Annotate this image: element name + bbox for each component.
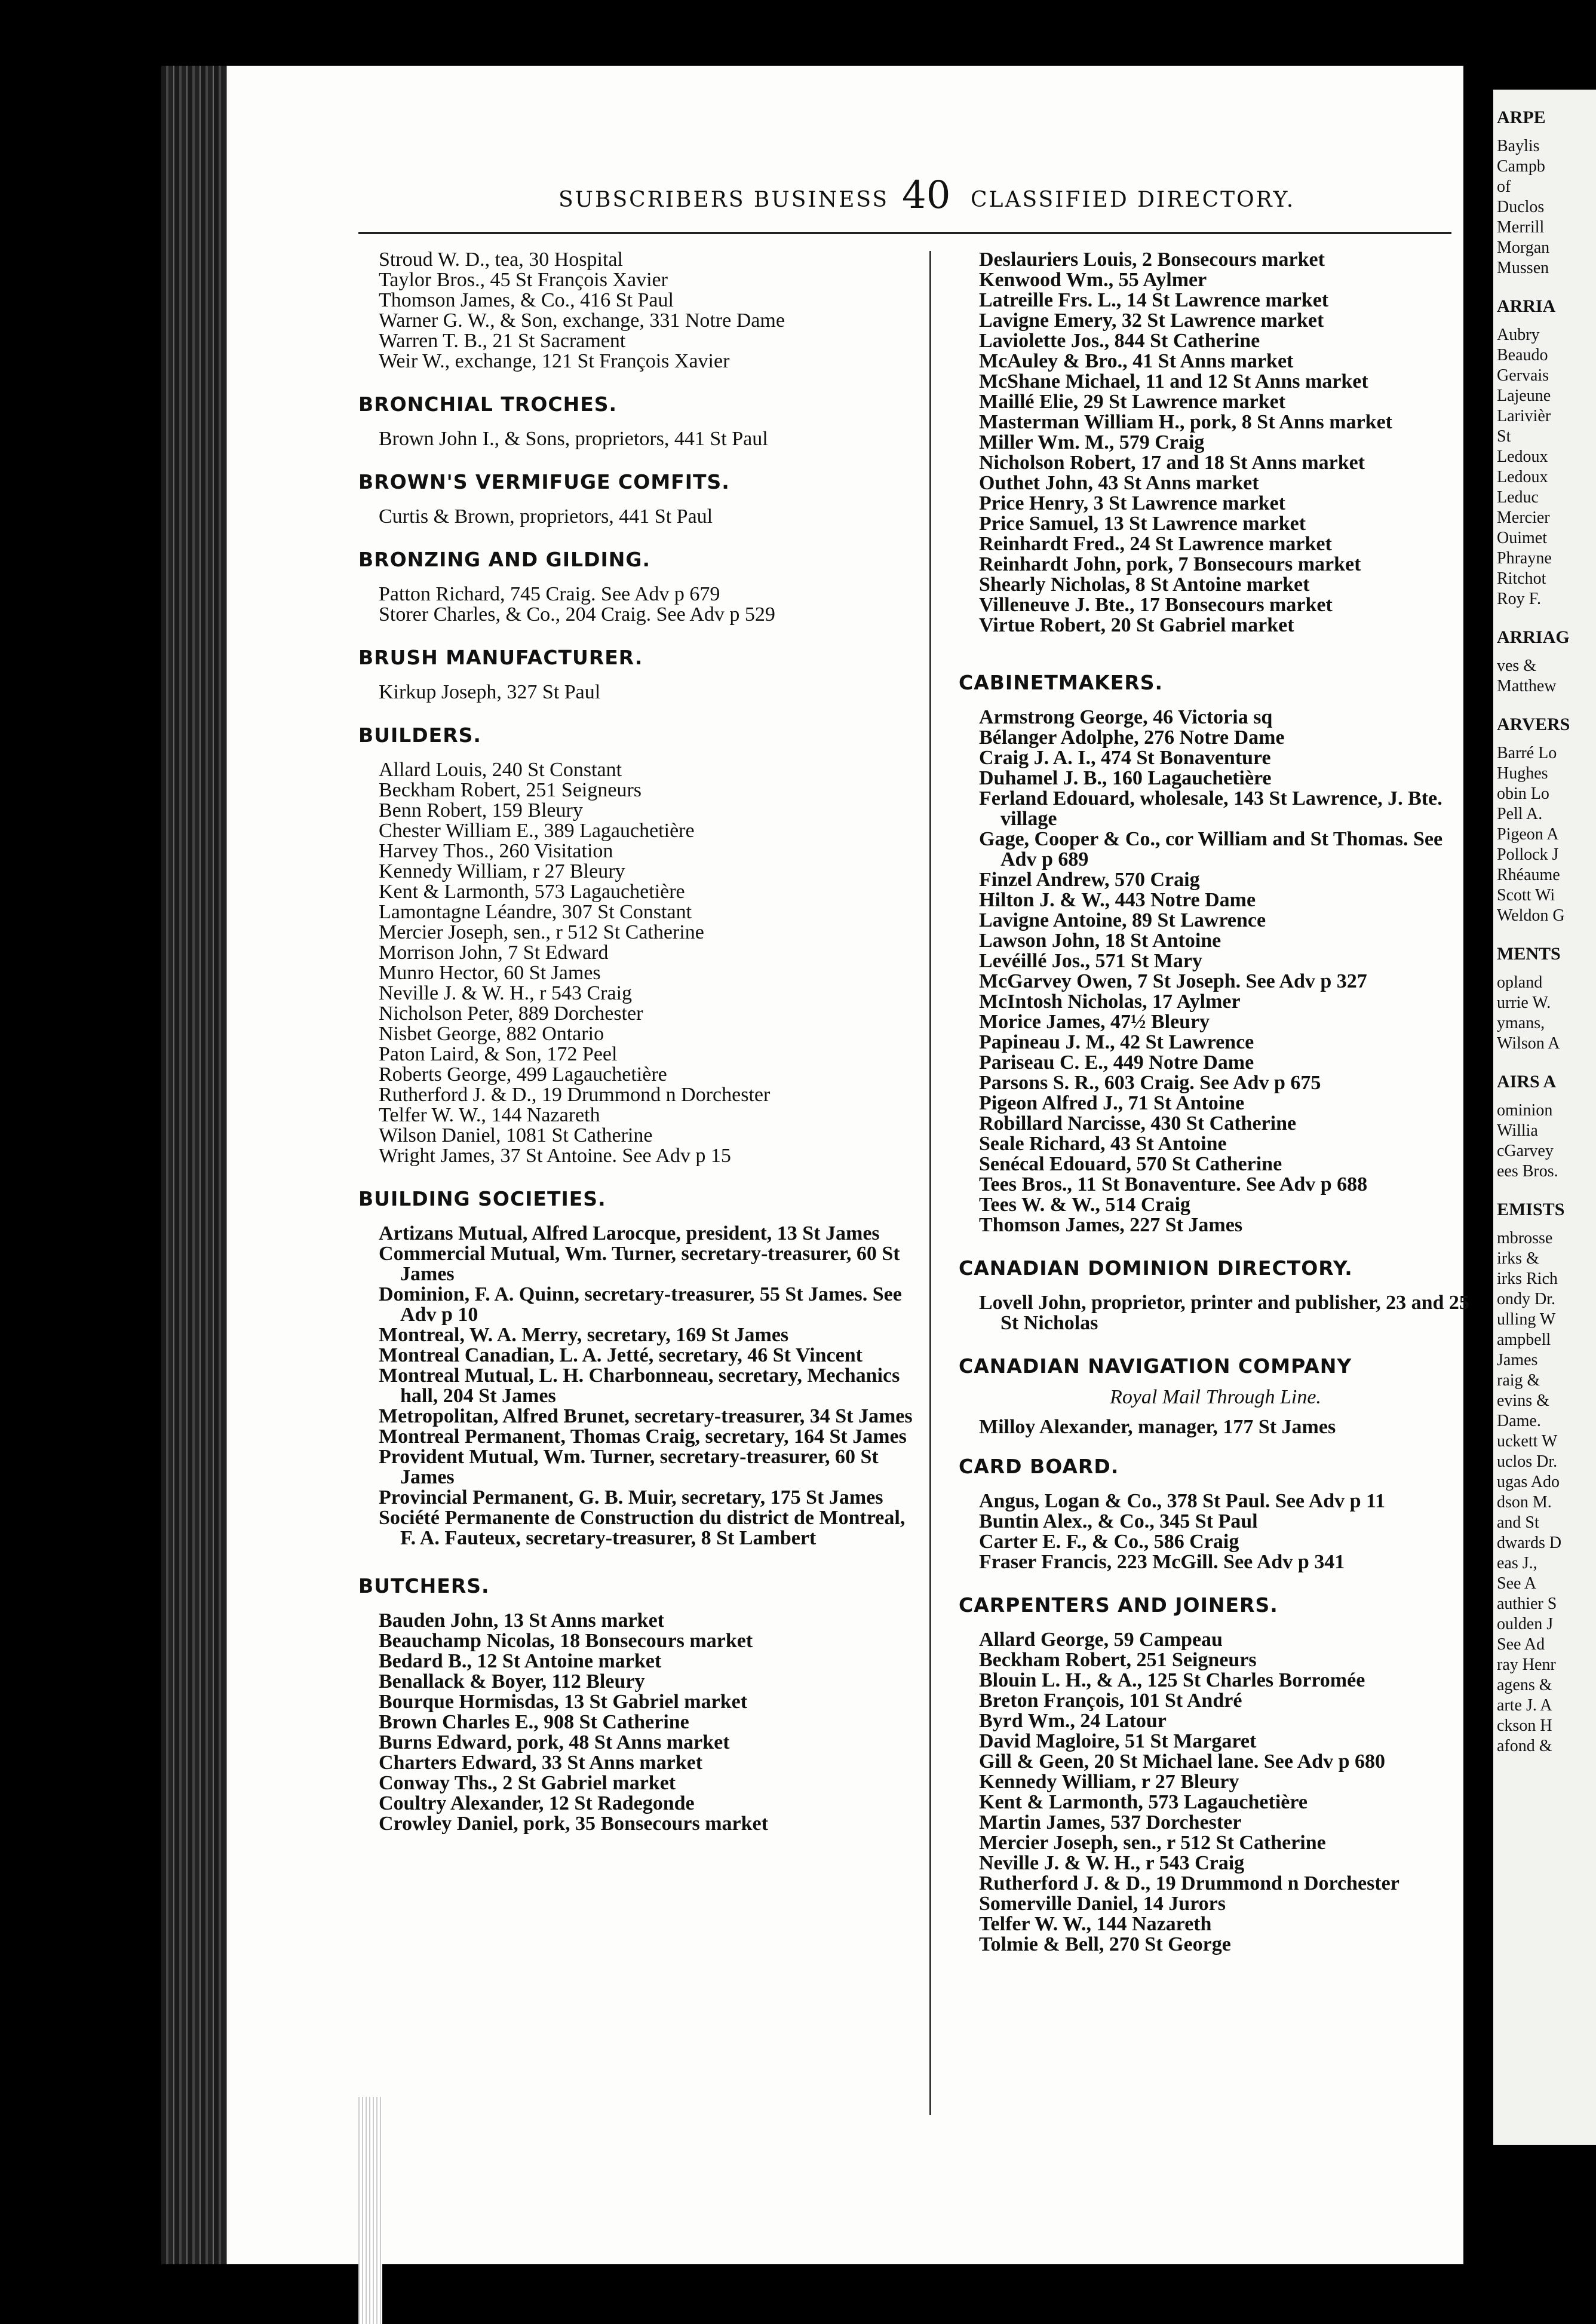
next-page-line-fragment: ulling W [1497, 1310, 1556, 1329]
directory-entry: Beckham Robert, 251 Seigneurs [979, 1649, 1257, 1671]
directory-entry: Price Henry, 3 St Lawrence market [979, 492, 1286, 514]
page-edges [358, 2097, 382, 2324]
directory-entry: Kennedy William, r 27 Bleury [979, 1771, 1239, 1793]
directory-entry: McGarvey Owen, 7 St Joseph. See Adv p 327 [979, 970, 1367, 992]
next-page-line-fragment: Weldon G [1497, 906, 1565, 925]
next-page-heading-fragment: ARRIAG [1497, 627, 1570, 647]
directory-entry: Provincial Permanent, G. B. Muir, secretary, 175 St James [379, 1486, 883, 1509]
directory-entry: Thomson James, & Co., 416 St Paul [379, 289, 674, 311]
directory-entry: Masterman William H., pork, 8 St Anns market [979, 411, 1392, 433]
left-column [358, 250, 920, 1841]
next-page-line-fragment: ampbell [1497, 1330, 1551, 1349]
directory-entry: Bauden John, 13 St Anns market [379, 1609, 665, 1632]
next-page-line-fragment: dwards D [1497, 1534, 1562, 1552]
directory-entry: Buntin Alex., & Co., 345 St Paul [979, 1510, 1258, 1532]
next-page-heading-fragment: AIRS A [1497, 1072, 1557, 1092]
directory-entry: Lawson John, 18 St Antoine [979, 930, 1221, 952]
next-page-line-fragment: raig & [1497, 1371, 1540, 1390]
next-page-line-fragment: irks Rich [1497, 1270, 1558, 1288]
next-page-line-fragment: ugas Ado [1497, 1473, 1560, 1491]
directory-entry: Senécal Edouard, 570 St Catherine [979, 1153, 1282, 1175]
directory-entry: Neville J. & W. H., r 543 Craig [979, 1852, 1245, 1874]
directory-entry: Latreille Frs. L., 14 St Lawrence market [979, 289, 1329, 311]
directory-entry: McIntosh Nicholas, 17 Aylmer [979, 991, 1241, 1013]
section-heading: BUILDING SOCIETIES. [358, 1187, 606, 1210]
section-heading: BROWN'S VERMIFUGE COMFITS. [358, 470, 730, 493]
directory-entry: Tees Bros., 11 St Bonaventure. See Adv p 688 [979, 1173, 1368, 1195]
directory-entry: Shearly Nicholas, 8 St Antoine market [979, 574, 1310, 596]
directory-entry: Allard Louis, 240 St Constant [379, 759, 622, 781]
directory-entry: McShane Michael, 11 and 12 St Anns market [979, 370, 1368, 393]
directory-entry: Bélanger Adolphe, 276 Notre Dame [979, 726, 1285, 749]
right-column [959, 250, 1472, 1962]
directory-entry: Telfer W. W., 144 Nazareth [379, 1104, 600, 1126]
directory-entry: Duhamel J. B., 160 Lagauchetière [979, 767, 1272, 789]
directory-entry: Kent & Larmonth, 573 Lagauchetière [379, 881, 685, 903]
next-page-line-fragment: uclos Dr. [1497, 1452, 1558, 1471]
directory-entry: Hilton J. & W., 443 Notre Dame [979, 889, 1256, 911]
directory-entry: Virtue Robert, 20 St Gabriel market [979, 614, 1294, 636]
next-page-line-fragment: Barré Lo [1497, 744, 1557, 762]
section-card-board [959, 1455, 1472, 1572]
next-page-heading-fragment: EMISTS [1497, 1200, 1565, 1219]
directory-entry: Neville J. & W. H., r 543 Craig [379, 982, 633, 1004]
directory-entry: Price Samuel, 13 St Lawrence market [979, 513, 1306, 535]
directory-entry: Nicholson Peter, 889 Dorchester [379, 1002, 643, 1025]
column-divider [929, 251, 931, 2115]
directory-entry: Lovell John, proprietor, printer and publisher, 23 and 25 St Nicholas [979, 1292, 1469, 1334]
directory-entry: Burns Edward, pork, 48 St Anns market [379, 1731, 730, 1753]
directory-entry: Chester William E., 389 Lagauchetière [379, 820, 695, 842]
directory-entry: Morice James, 47½ Bleury [979, 1011, 1210, 1033]
directory-entry: Thomson James, 227 St James [979, 1214, 1243, 1236]
directory-entry: Taylor Bros., 45 St François Xavier [379, 269, 668, 291]
directory-entry: Montreal Mutual, L. H. Charbonneau, secretary, Mechanics hall, 204 St James [379, 1365, 900, 1407]
directory-entry: Morrison John, 7 St Edward [379, 942, 609, 964]
next-page-line-fragment: uckett W [1497, 1432, 1558, 1451]
next-page-line-fragment: Merrill [1497, 218, 1545, 237]
directory-entry: Crowley Daniel, pork, 35 Bonsecours market [379, 1813, 768, 1835]
directory-entry: McAuley & Bro., 41 St Anns market [979, 350, 1294, 372]
next-page-line-fragment: urrie W. [1497, 994, 1551, 1012]
next-page-line-fragment: Mussen [1497, 259, 1549, 277]
next-page-line-fragment: cGarvey [1497, 1142, 1554, 1160]
header-left: SUBSCRIBERS BUSINESS [558, 188, 889, 212]
next-page-line-fragment: James [1497, 1351, 1538, 1369]
section-brown-s-vermifuge-comfits [358, 471, 920, 527]
next-page-line-fragment: ymans, [1497, 1014, 1545, 1032]
directory-entry: Craig J. A. I., 474 St Bonaventure [979, 747, 1271, 769]
directory-entry: Rutherford J. & D., 19 Drummond n Dorchester [379, 1084, 771, 1106]
section-building-societies [358, 1188, 920, 1549]
directory-entry: Finzel Andrew, 570 Craig [979, 869, 1200, 891]
directory-entry: Telfer W. W., 144 Nazareth [979, 1913, 1212, 1935]
next-page-line-fragment: Ritchot [1497, 569, 1546, 588]
directory-entry: Tees W. & W., 514 Craig [979, 1194, 1190, 1216]
next-page-line-fragment: Beaudo [1497, 346, 1548, 364]
directory-entry: Bedard B., 12 St Antoine market [379, 1650, 662, 1672]
section-builders [358, 724, 920, 1166]
directory-entry: Warner G. W., & Son, exchange, 331 Notre Dame [379, 309, 785, 332]
directory-entry: Storer Charles, & Co., 204 Craig. See Adv p 529 [379, 603, 775, 626]
directory-entry: Reinhardt John, pork, 7 Bonsecours market [979, 553, 1361, 575]
next-page-line-fragment: Larivièr [1497, 407, 1551, 425]
next-page-heading-fragment: ARRIA [1497, 296, 1556, 316]
directory-entry: Wilson Daniel, 1081 St Catherine [379, 1124, 653, 1146]
section-butchers [358, 1575, 920, 1834]
section-bronchial-troches [358, 393, 920, 449]
directory-entry: Weir W., exchange, 121 St François Xavier [379, 350, 730, 372]
directory-entry: Lavigne Antoine, 89 St Lawrence [979, 909, 1266, 931]
next-page-heading-fragment: MENTS [1497, 944, 1561, 964]
next-page-line-fragment: Pigeon A [1497, 825, 1559, 844]
next-page-line-fragment: Ledoux [1497, 468, 1548, 486]
next-page-line-fragment: obin Lo [1497, 784, 1549, 803]
next-page-line-fragment: Leduc [1497, 488, 1539, 507]
header-right: CLASSIFIED DIRECTORY. [971, 188, 1296, 212]
directory-entry: Papineau J. M., 42 St Lawrence [979, 1031, 1254, 1053]
directory-entry: Rutherford J. & D., 19 Drummond n Dorchester [979, 1872, 1399, 1894]
next-page-line-fragment: afond & [1497, 1737, 1552, 1755]
directory-entry: Miller Wm. M., 579 Craig [979, 431, 1205, 453]
directory-entry: Lamontagne Léandre, 307 St Constant [379, 901, 692, 923]
next-page-line-fragment: Pell A. [1497, 805, 1543, 823]
directory-entry: Levéillé Jos., 571 St Mary [979, 950, 1202, 972]
directory-entry: Parsons S. R., 603 Craig. See Adv p 675 [979, 1072, 1321, 1094]
page-number: 40 [902, 173, 951, 217]
directory-entry: Laviolette Jos., 844 St Catherine [979, 330, 1260, 352]
next-page-line-fragment: Hughes [1497, 764, 1548, 783]
directory-entry: Kennedy William, r 27 Bleury [379, 860, 625, 882]
directory-entry: Mercier Joseph, sen., r 512 St Catherine [979, 1832, 1326, 1854]
directory-entry: Lavigne Emery, 32 St Lawrence market [979, 309, 1324, 332]
directory-entry: Société Permanente de Construction du district de Montreal, F. A. Fauteux, secretary-treasurer, 8 St Lambert [379, 1507, 906, 1549]
next-page-line-fragment: Mercier [1497, 508, 1550, 527]
section-heading: BUTCHERS. [358, 1574, 490, 1598]
directory-entry: David Magloire, 51 St Margaret [979, 1730, 1257, 1752]
directory-entry: Pariseau C. E., 449 Notre Dame [979, 1051, 1254, 1074]
directory-entry: Gill & Geen, 20 St Michael lane. See Adv p 680 [979, 1750, 1385, 1773]
next-page-line-fragment: Rhéaume [1497, 866, 1560, 884]
next-page-line-fragment: Willia [1497, 1121, 1538, 1140]
next-page-line-fragment: dson M. [1497, 1493, 1552, 1511]
directory-entry: Benn Robert, 159 Bleury [379, 799, 583, 821]
directory-entry: Allard George, 59 Campeau [979, 1629, 1223, 1651]
section-continued [358, 250, 920, 372]
directory-entry: Brown John I., & Sons, proprietors, 441 St Paul [379, 428, 768, 450]
directory-entry: Benallack & Boyer, 112 Bleury [379, 1670, 645, 1693]
directory-entry: Warren T. B., 21 St Sacrament [379, 330, 626, 352]
directory-entry: Villeneuve J. Bte., 17 Bonsecours market [979, 594, 1333, 616]
next-page-line-fragment: ray Henr [1497, 1655, 1556, 1674]
directory-entry: Gage, Cooper & Co., cor William and St Thomas. See Adv p 689 [979, 828, 1443, 870]
directory-entry: Breton François, 101 St André [979, 1690, 1242, 1712]
directory-entry: Ferland Edouard, wholesale, 143 St Lawrence, J. Bte. village [979, 787, 1442, 830]
directory-entry: Mercier Joseph, sen., r 512 St Catherine [379, 921, 704, 943]
directory-entry: Artizans Mutual, Alfred Larocque, president, 13 St James [379, 1222, 880, 1244]
directory-entry: Reinhardt Fred., 24 St Lawrence market [979, 533, 1332, 555]
next-page-line-fragment: St [1497, 427, 1511, 446]
directory-entry: Roberts George, 499 Lagauchetière [379, 1063, 667, 1086]
next-page-line-fragment: ckson H [1497, 1716, 1552, 1735]
directory-entry: Maillé Elie, 29 St Lawrence market [979, 391, 1286, 413]
next-page-line-fragment: mbrosse [1497, 1229, 1553, 1247]
next-page-line-fragment: oulden J [1497, 1615, 1554, 1633]
directory-entry: Beckham Robert, 251 Seigneurs [379, 779, 642, 801]
next-page-line-fragment: irks & [1497, 1249, 1539, 1268]
directory-entry: Provident Mutual, Wm. Turner, secretary-treasurer, 60 St James [379, 1446, 879, 1488]
directory-entry: Nicholson Robert, 17 and 18 St Anns market [979, 452, 1365, 474]
header-rule [358, 232, 1451, 234]
directory-entry: Nisbet George, 882 Ontario [379, 1023, 604, 1045]
next-page-heading-fragment: ARVERS [1497, 715, 1570, 734]
directory-entry: Conway Ths., 2 St Gabriel market [379, 1772, 676, 1794]
next-page-line-fragment: of [1497, 177, 1511, 196]
directory-entry: Wright James, 37 St Antoine. See Adv p 15 [379, 1145, 731, 1167]
directory-entry: Kent & Larmonth, 573 Lagauchetière [979, 1791, 1308, 1813]
directory-entry: Tolmie & Bell, 270 St George [979, 1933, 1231, 1955]
next-page-line-fragment: ominion [1497, 1101, 1553, 1120]
next-page-line-fragment: evins & [1497, 1391, 1549, 1410]
directory-entry: Munro Hector, 60 St James [379, 962, 601, 984]
next-page-line-fragment: agens & [1497, 1676, 1552, 1694]
section-carpenters-and-joiners [959, 1594, 1472, 1955]
directory-entry: Beauchamp Nicolas, 18 Bonsecours market [379, 1630, 753, 1652]
next-page-line-fragment: arte J. A [1497, 1696, 1552, 1715]
directory-entry: Robillard Narcisse, 430 St Catherine [979, 1112, 1297, 1135]
section-heading: CANADIAN DOMINION DIRECTORY. [959, 1256, 1353, 1280]
next-page-line-fragment: authier S [1497, 1595, 1557, 1613]
next-page-line-fragment: Duclos [1497, 198, 1545, 216]
directory-entry: Kenwood Wm., 55 Aylmer [979, 269, 1207, 291]
directory-entry: Dominion, F. A. Quinn, secretary-treasurer, 55 St James. See Adv p 10 [379, 1283, 902, 1326]
section-canadian-dominion-directory [959, 1257, 1472, 1333]
section-heading: CARPENTERS AND JOINERS. [959, 1593, 1278, 1617]
next-page-line-fragment: ondy Dr. [1497, 1290, 1555, 1308]
next-page-line-fragment: opland [1497, 973, 1543, 992]
directory-entry: Seale Richard, 43 St Antoine [979, 1133, 1227, 1155]
next-page-line-fragment: Phrayne [1497, 549, 1552, 568]
next-page-line-fragment: Campb [1497, 157, 1545, 176]
directory-entry: Outhet John, 43 St Anns market [979, 472, 1259, 494]
page-header [558, 173, 1335, 221]
next-page-line-fragment: eas J., [1497, 1554, 1537, 1572]
section-heading: BRONZING AND GILDING. [358, 548, 650, 571]
next-page-line-fragment: See A [1497, 1574, 1537, 1593]
section-heading: BRUSH MANUFACTURER. [358, 646, 643, 669]
next-page-line-fragment: See Ad [1497, 1635, 1545, 1654]
directory-entry: Coultry Alexander, 12 St Radegonde [379, 1792, 695, 1814]
directory-entry: Somerville Daniel, 14 Jurors [979, 1893, 1226, 1915]
directory-entry: Paton Laird, & Son, 172 Peel [379, 1043, 618, 1065]
next-page-heading-fragment: ARPE [1497, 108, 1546, 127]
directory-entry: Montreal Permanent, Thomas Craig, secretary, 164 St James [379, 1425, 907, 1448]
directory-entry: Brown Charles E., 908 St Catherine [379, 1711, 689, 1733]
section-heading: CABINETMAKERS. [959, 671, 1164, 694]
directory-entry: Martin James, 537 Dorchester [979, 1811, 1242, 1834]
section-heading: BRONCHIAL TROCHES. [358, 393, 618, 416]
next-page-line-fragment: Wilson A [1497, 1034, 1560, 1053]
next-page-line-fragment: Baylis [1497, 137, 1540, 155]
directory-entry: Commercial Mutual, Wm. Turner, secretary-treasurer, 60 St James [379, 1243, 900, 1285]
next-page-line-fragment: ees Bros. [1497, 1162, 1558, 1181]
directory-entry: Carter E. F., & Co., 586 Craig [979, 1531, 1239, 1553]
next-page-line-fragment: Matthew [1497, 677, 1557, 695]
directory-entry: Fraser Francis, 223 McGill. See Adv p 341 [979, 1551, 1345, 1573]
directory-entry: Metropolitan, Alfred Brunet, secretary-treasurer, 34 St James [379, 1405, 913, 1427]
next-page-line-fragment: Lajeune [1497, 387, 1551, 405]
next-page-line-fragment: Aubry [1497, 326, 1540, 344]
directory-entry: Angus, Logan & Co., 378 St Paul. See Adv p 11 [979, 1490, 1386, 1512]
next-page-line-fragment: Scott Wi [1497, 886, 1555, 905]
next-page-line-fragment: Pollock J [1497, 845, 1559, 864]
section-continued [959, 250, 1472, 636]
next-page-line-fragment: Gervais [1497, 366, 1549, 385]
next-page-line-fragment: Dame. [1497, 1412, 1541, 1430]
directory-entry: Pigeon Alfred J., 71 St Antoine [979, 1092, 1245, 1114]
directory-entry: Charters Edward, 33 St Anns market [379, 1752, 703, 1774]
section-heading: CANADIAN NAVIGATION COMPANY [959, 1354, 1352, 1378]
section-subtitle: Royal Mail Through Line. [1110, 1386, 1321, 1408]
book-binding [161, 66, 227, 2264]
directory-entry: Stroud W. D., tea, 30 Hospital [379, 249, 623, 271]
next-page-line-fragment: Ouimet [1497, 529, 1547, 547]
directory-entry: Montreal Canadian, L. A. Jetté, secretary, 46 St Vincent [379, 1344, 863, 1366]
directory-entry: Harvey Thos., 260 Visitation [379, 840, 613, 862]
directory-entry: Byrd Wm., 24 Latour [979, 1710, 1167, 1732]
directory-entry: Bourque Hormisdas, 13 St Gabriel market [379, 1691, 748, 1713]
directory-entry: Blouin L. H., & A., 125 St Charles Borromée [979, 1669, 1365, 1691]
section-brush-manufacturer [358, 646, 920, 703]
directory-entry: Deslauriers Louis, 2 Bonsecours market [979, 249, 1325, 271]
next-page-line-fragment: Morgan [1497, 238, 1550, 257]
directory-entry: Patton Richard, 745 Craig. See Adv p 679 [379, 583, 720, 605]
next-page-line-fragment: Ledoux [1497, 447, 1548, 466]
next-page-line-fragment: ves & [1497, 657, 1537, 675]
section-bronzing-and-gilding [358, 548, 920, 625]
directory-entry: Montreal, W. A. Merry, secretary, 169 St James [379, 1324, 789, 1346]
section-heading: BUILDERS. [358, 723, 481, 747]
section-cabinetmakers [959, 672, 1472, 1235]
next-page-strip [1493, 90, 1596, 2145]
next-page-line-fragment: Roy F. [1497, 590, 1542, 608]
directory-entry: Armstrong George, 46 Victoria sq [979, 706, 1273, 728]
directory-entry: Curtis & Brown, proprietors, 441 St Paul [379, 505, 713, 528]
section-heading: CARD BOARD. [959, 1455, 1119, 1478]
directory-entry: Milloy Alexander, manager, 177 St James [979, 1416, 1336, 1438]
next-page-line-fragment: and St [1497, 1513, 1539, 1532]
directory-entry: Kirkup Joseph, 327 St Paul [379, 681, 601, 703]
section-canadian-navigation-company [959, 1355, 1472, 1437]
